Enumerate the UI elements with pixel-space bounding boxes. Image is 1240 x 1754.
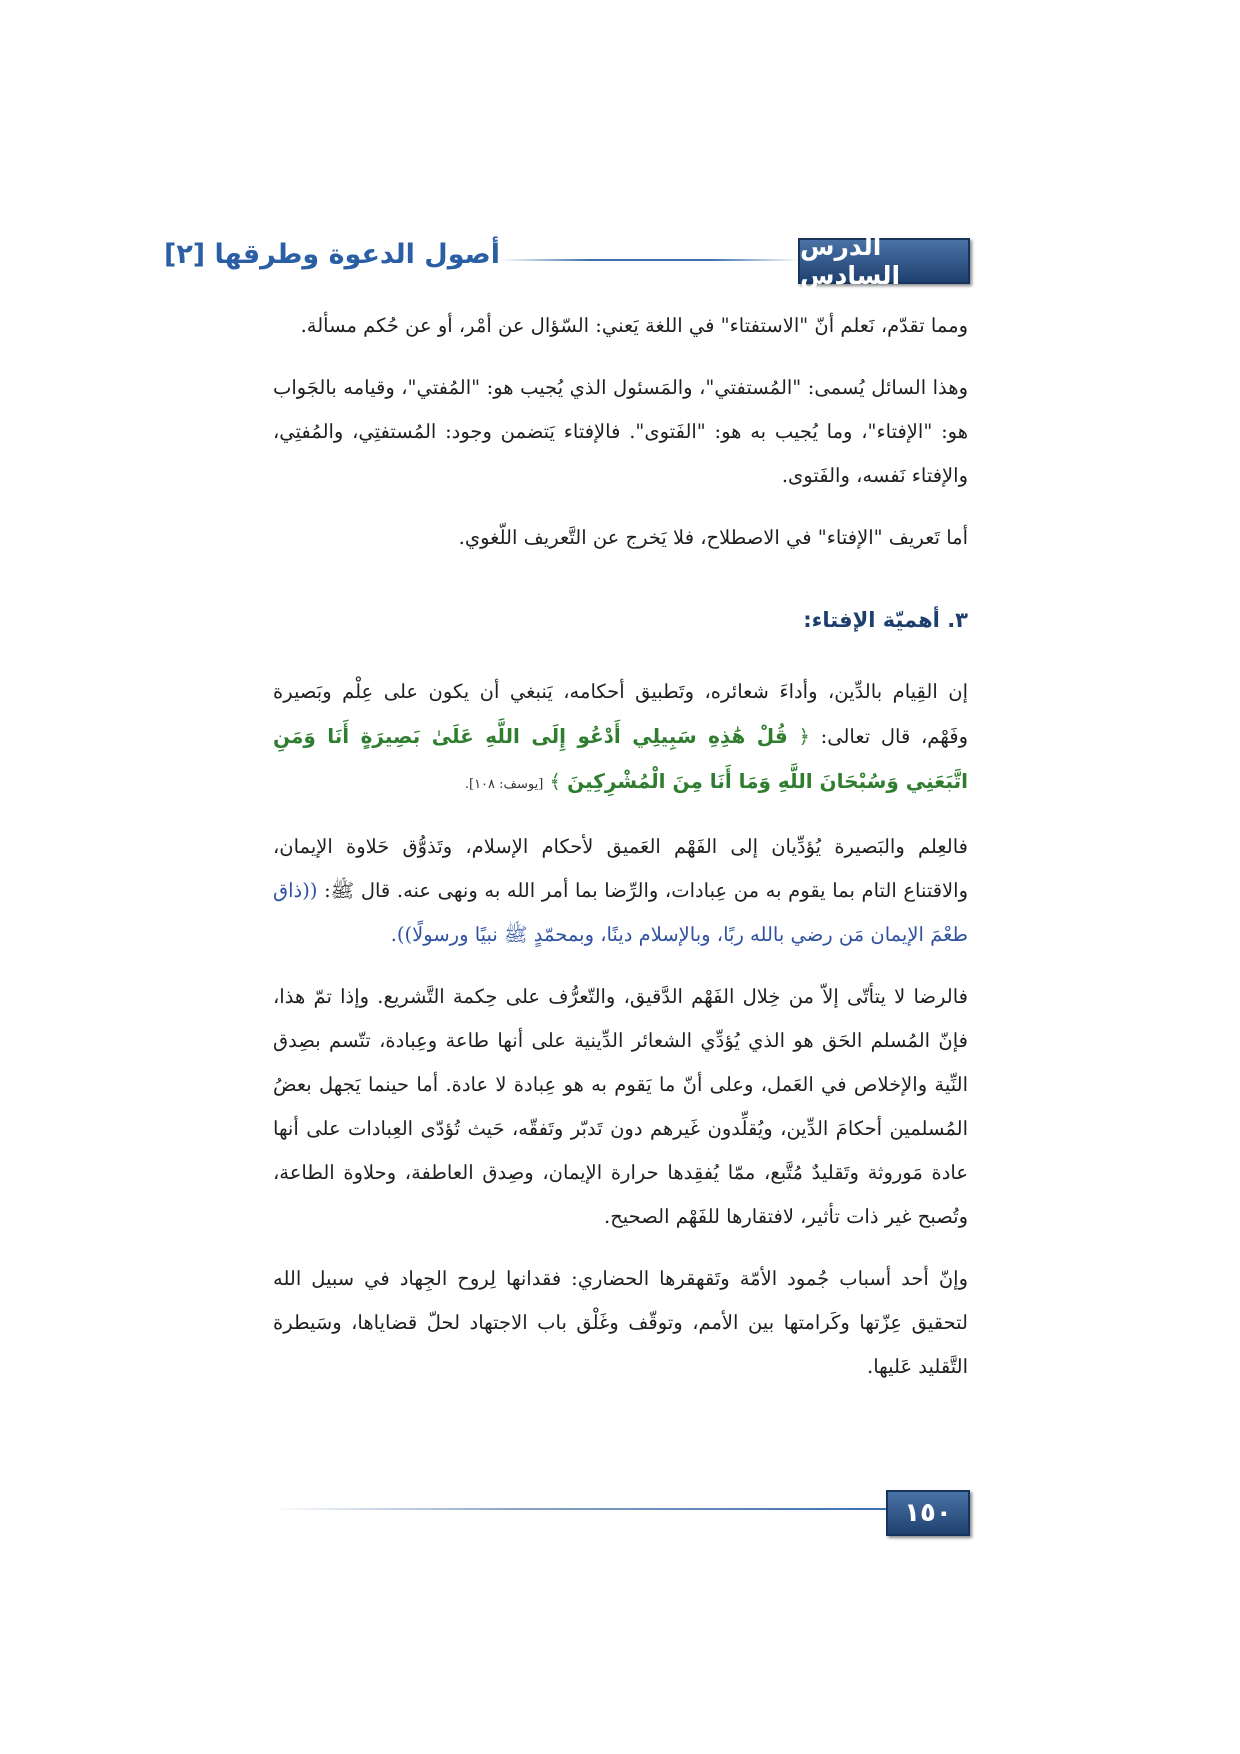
lesson-label: الدرس السادس <box>798 238 970 284</box>
header-divider <box>500 259 800 261</box>
verse-reference: [يوسف: ١٠٨]. <box>464 777 544 792</box>
quran-close-bracket: ﴾ <box>549 770 561 793</box>
paragraph-understanding: فالرضا لا يتأتّى إلاّ من خِلال الفَهْم الدَّقيق، والتّعرُّف على حِكمة التَّشريع. وإذا تمّ هذا، فإنّ المُسلم الحَق هو الذي يُؤدِّي الشعائر الدِّينية على أنها طاعة وعِبادة، تتّسم بصِدق النِّية والإخلاص في العَمل، وعلى أنّ ما يَقوم به هو عِبادة لا عادة. أما حينما يَجهل بعضُ المُسلمين أحكامَ الدِّين، ويُقلِّدون غَيرهم دون تَدبّر وتَفقّه، حَيث تُؤدّى العِبادات على أنها عادة مَوروثة وتَقليدٌ مُتَّبع، ممّا يُفقِدها حرارة الإيمان، وصِدق العاطفة، وحلاوة الطاعة، وتُصبح غير ذات تأثير، لافتقارها للفَهْم الصحيح. <box>273 985 968 1228</box>
page-footer <box>270 1490 970 1540</box>
page-number: ١٥٠ <box>886 1490 970 1536</box>
paragraph-hadith-intro: فالعِلم والبَصيرة يُؤدِّيان إلى الفَهْم العَميق لأحكام الإسلام، وتَذوُّق حَلاوة الإيمان، والاقتناع التام بما يقوم به من عِبادات، والرِّضا بما أمر الله به ونهى عنه. قال ﷺ: <box>273 835 968 902</box>
paragraph-terms: وهذا السائل يُسمى: "المُستفتي"، والمَسئول الذي يُجيب هو: "المُفتي"، وقيامه بالجَواب هو: "الإفتاء"، وما يُجيب به هو: "الفَتوى". فالإفتاء يَتضمن وجود: المُستفتِي، والمُفتِي، والإفتاء نَفسه، والفَتوى. <box>273 376 968 487</box>
paragraph-stagnation: وإنّ أحد أسباب جُمود الأمّة وتَقهقرها الحضاري: فقدانها لِروح الجِهاد في سبيل الله لتحقيق عِزّتها وكَرامتها بين الأمم، وتوقّف وغَلْق باب الاجتهاد لحلّ قضاياها، وسَيطرة التَّقليد عَليها. <box>273 1267 968 1378</box>
paragraph-technical-definition: أما تَعريف "الإفتاء" في الاصطلاح، فلا يَخرج عن التَّعريف اللّغوي. <box>458 526 968 549</box>
hadith-quote: ((ذاق طعْمَ الإيمان مَن رضي بالله ربًا، وبالإسلام دينًا، وبمحمّدٍ ﷺ نبيًا ورسولًا)). <box>273 879 968 946</box>
series-title: أصول الدعوة وطرقها [٢] <box>163 239 500 270</box>
paragraph-istiftaa-definition: ومما تقدّم، نَعلم أنّ "الاستفتاء" في اللغة يَعني: السّؤال عن أمْر، أو عن حُكم مسألة. <box>300 314 968 337</box>
quran-open-bracket: ﴿ <box>798 725 810 748</box>
section-heading: ٣. أهميّة الإفتاء: <box>803 608 968 632</box>
paragraph-hadith <box>273 825 968 957</box>
paragraph-knowledge-quran <box>273 670 968 807</box>
page-body <box>273 304 968 1389</box>
footer-divider <box>270 1508 887 1510</box>
quran-verse: قُلْ هَٰذِهِ سَبِيلِي أَدْعُو إِلَى اللَّهِ عَلَىٰ بَصِيرَةٍ أَنَا وَمَنِ اتَّبَعَنِي وَسُبْحَانَ اللَّهِ وَمَا أَنَا مِنَ الْمُشْرِكِينَ <box>273 724 968 793</box>
paragraph-intro: إن القِيام بالدِّين، وأداءَ شعائره، وتَطبيق أحكامه، يَنبغي أن يكون على عِلْم وبَصيرة وفَهْم، قال تعالى: <box>273 680 969 748</box>
page-header <box>163 232 970 290</box>
